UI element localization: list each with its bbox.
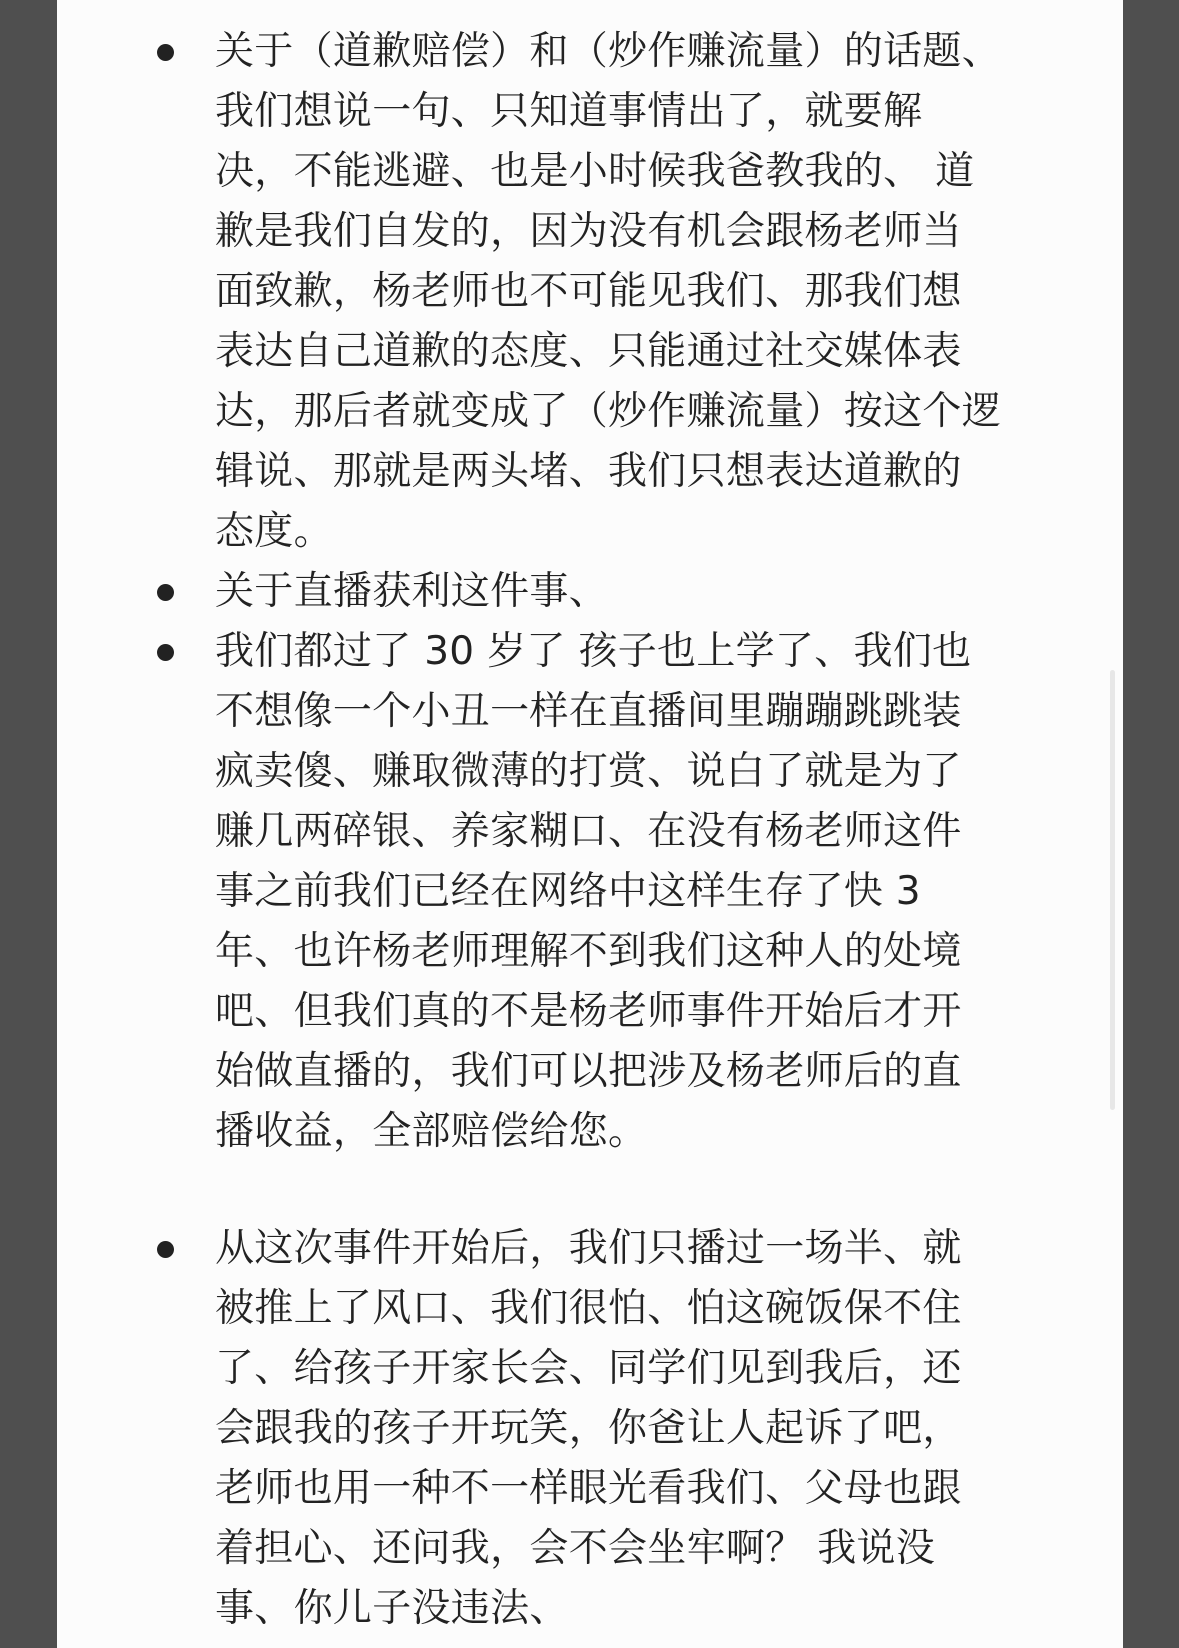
text-line: 我们想说一句、只知道事情出了，就要解 (215, 89, 923, 134)
scrollbar-thumb[interactable] (1110, 670, 1115, 1110)
text-line: 始做直播的，我们可以把涉及杨老师后的直 (215, 1049, 962, 1094)
text-line: 了、给孩子开家长会、同学们见到我后，还 (215, 1346, 962, 1391)
text-line: 疯卖傻、赚取微薄的打赏、说白了就是为了 (215, 749, 962, 794)
bullet-icon (157, 644, 174, 661)
text-line: 着担心、还问我，会不会坐牢啊？ 我说没 (215, 1526, 936, 1571)
paragraph-gap (57, 1162, 1123, 1219)
list-item (57, 622, 1015, 1162)
text-line: 从这次事件开始后，我们只播过一场半、就 (215, 1226, 962, 1271)
text-line: 辑说、那就是两头堵、我们只想表达道歉的 (215, 449, 962, 494)
text-line: 不想像一个小丑一样在直播间里蹦蹦跳跳装 (215, 689, 962, 734)
text-line: 关于直播获利这件事、 (215, 569, 609, 614)
scrollbar-track[interactable] (1109, 0, 1115, 1648)
text-line: 决，不能逃避、也是小时候我爸教我的、 道 (215, 149, 975, 194)
left-dark-margin (0, 0, 57, 1648)
text-line: 歉是我们自发的，因为没有机会跟杨老师当 (215, 209, 962, 254)
text-line: 面致歉，杨老师也不可能见我们、那我们想 (215, 269, 962, 314)
right-dark-margin (1123, 0, 1179, 1648)
text-line: 会跟我的孩子开玩笑，你爸让人起诉了吧， (215, 1406, 962, 1451)
text-line: 态度。 (215, 509, 333, 554)
text-line: 年、也许杨老师理解不到我们这种人的处境 (215, 929, 962, 974)
bullet-icon (157, 44, 174, 61)
bullet-icon (157, 1241, 174, 1258)
text-line: 达，那后者就变成了（炒作赚流量）按这个逻 (215, 389, 1002, 434)
text-line: 事之前我们已经在网络中这样生存了快 3 (215, 869, 921, 914)
bullet-icon (157, 584, 174, 601)
text-line: 关于（道歉赔偿）和（炒作赚流量）的话题、 (215, 29, 1002, 74)
bullet-list (57, 22, 1123, 1639)
document-page[interactable] (57, 0, 1123, 1648)
text-line: 事、你儿子没违法、 (215, 1586, 569, 1631)
text-line: 播收益，全部赔偿给您。 (215, 1109, 648, 1154)
list-item (57, 1219, 1015, 1639)
text-line: 被推上了风口、我们很怕、怕这碗饭保不住 (215, 1286, 962, 1331)
list-item (57, 22, 1015, 562)
text-line: 我们都过了 30 岁了 孩子也上学了、我们也 (215, 629, 972, 674)
text-line: 吧、但我们真的不是杨老师事件开始后才开 (215, 989, 962, 1034)
list-item (57, 562, 1015, 622)
text-line: 赚几两碎银、养家糊口、在没有杨老师这件 (215, 809, 962, 854)
text-line: 老师也用一种不一样眼光看我们、父母也跟 (215, 1466, 962, 1511)
text-line: 表达自己道歉的态度、只能通过社交媒体表 (215, 329, 962, 374)
